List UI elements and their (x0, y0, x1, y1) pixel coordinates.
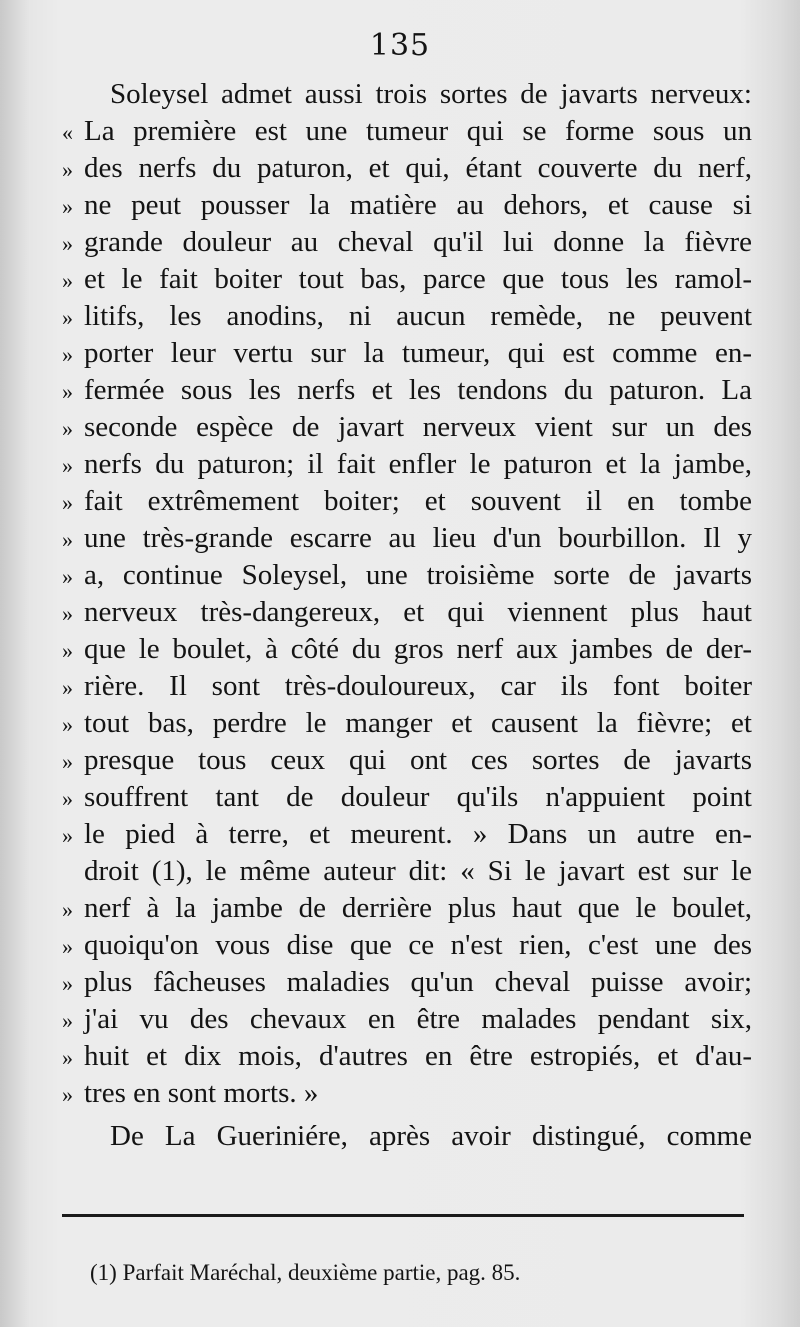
text-line: » que le boulet, à côté du gros nerf aux jambes de der- (62, 633, 752, 665)
text-line: » nerf à la jambe de derrière plus haut que le boulet, (62, 892, 752, 924)
text-line: » huit et dix mois, d'autres en être estropiés, et d'au- (62, 1040, 752, 1072)
footnote-divider (62, 1214, 744, 1217)
text-line: » porter leur vertu sur la tumeur, qui est comme en- (62, 337, 752, 369)
text-line: » le pied à terre, et meurent. » Dans un autre en- (62, 818, 752, 850)
text-line: » litifs, les anodins, ni aucun remède, ne peuvent (62, 300, 752, 332)
text-line: » nerfs du paturon; il fait enfler le paturon et la jambe, (62, 448, 752, 480)
text-line: » fermée sous les nerfs et les tendons du paturon. La (62, 374, 752, 406)
text-line: » et le fait boiter tout bas, parce que tous les ramol- (62, 263, 752, 295)
text-line: Soleysel admet aussi trois sortes de javarts nerveux: (110, 78, 752, 110)
body-text (62, 76, 752, 1155)
text-line: » seconde espèce de javart nerveux vient sur un des (62, 411, 752, 443)
text-line: » plus fâcheuses maladies qu'un cheval puisse avoir; (62, 966, 752, 998)
text-line: » rière. Il sont très-douloureux, car ils font boiter (62, 670, 752, 702)
text-line: » des nerfs du paturon, et qui, étant couverte du nerf, (62, 152, 752, 184)
page-number: 135 (369, 28, 431, 63)
text-line: » tres en sont morts. » (62, 1077, 319, 1109)
text-line: » a, continue Soleysel, une troisième sorte de javarts (62, 559, 752, 591)
text-line: » nerveux très-dangereux, et qui viennent plus haut (62, 596, 752, 628)
text-line: » presque tous ceux qui ont ces sortes de javarts (62, 744, 752, 776)
text-line: » une très-grande escarre au lieu d'un bourbillon. Il y (62, 522, 752, 554)
footnote: (1) Parfait Maréchal, deuxième partie, pag. 85. (90, 1260, 521, 1285)
text-line: De La Gueriniére, après avoir distingué, comme (110, 1120, 752, 1152)
text-line: » ne peut pousser la matière au dehors, et cause si (62, 189, 752, 221)
text-line: » souffrent tant de douleur qu'ils n'appuient point (62, 781, 752, 813)
text-line: » quoiqu'on vous dise que ce n'est rien, c'est une des (62, 929, 752, 961)
text-line: » tout bas, perdre le manger et causent la fièvre; et (62, 707, 752, 739)
text-line: « La première est une tumeur qui se forme sous un (62, 115, 752, 147)
text-line: » j'ai vu des chevaux en être malades pendant six, (62, 1003, 752, 1035)
text-line: droit (1), le même auteur dit: « Si le javart est sur le (84, 855, 752, 887)
text-line: » fait extrêmement boiter; et souvent il en tombe (62, 485, 752, 517)
text-line: » grande douleur au cheval qu'il lui donne la fièvre (62, 226, 752, 258)
